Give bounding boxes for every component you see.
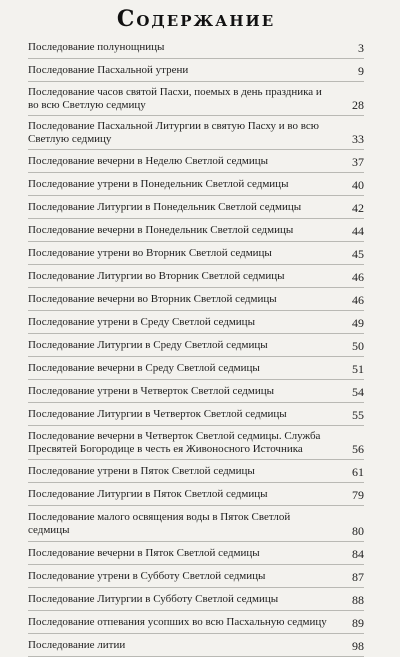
toc-entry-text: Последование Литургии в Субботу Светлой седмицы — [28, 593, 279, 605]
toc-entry — [28, 242, 364, 265]
toc-entry-page: 9 — [358, 64, 364, 78]
toc-entry — [28, 460, 364, 483]
toc-entry-page: 46 — [352, 293, 364, 307]
page-title: Содержание — [116, 6, 276, 32]
toc-entry-text: Последование полунощницы — [28, 41, 165, 53]
toc-entry — [28, 565, 364, 588]
toc-entry-text: Последование вечерни в Среду Светлой седмицы — [28, 362, 260, 374]
toc-entry-text: Последование утрени в Понедельник Светлой седмицы — [28, 178, 289, 190]
toc-entry — [28, 542, 364, 565]
toc-entry-page: 49 — [352, 316, 364, 330]
toc-entry-page: 88 — [352, 593, 364, 607]
toc-entry-text: Последование вечерни в Понедельник Светлой седмицы — [28, 224, 294, 236]
toc-entry — [28, 611, 364, 634]
toc-entry-page: 84 — [352, 547, 364, 561]
toc-entry-text: Последование Литургии в Понедельник Светлой седмицы — [28, 201, 302, 213]
toc-entry-page: 79 — [352, 488, 364, 502]
toc-entry — [28, 196, 364, 219]
toc-entry — [28, 36, 364, 59]
toc-entry-text: Последование Литургии во Вторник Светлой седмицы — [28, 270, 285, 282]
toc-entry-page: 61 — [352, 465, 364, 479]
toc-entry-text: Последование часов святой Пасхи, поемых в день праздника и во всю Светлую седмицу — [28, 86, 322, 111]
toc-entry-page: 56 — [352, 442, 364, 456]
toc-entry-text: Последование Литургии в Среду Светлой седмицы — [28, 339, 268, 351]
toc-entry-page: 45 — [352, 247, 364, 261]
toc-entry-text: Последование Пасхальной Литургии в святую Пасху и во всю Светлую седмицу — [28, 120, 319, 145]
toc-entry-text: Последование вечерни в Неделю Светлой седмицы — [28, 155, 268, 167]
toc-entry-text: Последование утрени в Субботу Светлой седмицы — [28, 570, 266, 582]
toc-entry — [28, 311, 364, 334]
toc-entry-page: 87 — [352, 570, 364, 584]
toc-entry-page: 55 — [352, 408, 364, 422]
toc-entry-page: 37 — [352, 155, 364, 169]
toc-entry-text: Последование вечерни во Вторник Светлой седмицы — [28, 293, 277, 305]
toc-entry-text: Последование отпевания усопших во всю Пасхальную седмицу — [28, 616, 327, 628]
toc-entry — [28, 219, 364, 242]
toc-entry-page: 89 — [352, 616, 364, 630]
toc-entry-page: 44 — [352, 224, 364, 238]
toc-entry — [28, 265, 364, 288]
toc-entry-text: Последование Пасхальной утрени — [28, 64, 189, 76]
toc-entry-page: 28 — [352, 98, 364, 112]
toc-entry — [28, 334, 364, 357]
toc-entry — [28, 588, 364, 611]
toc-entry — [28, 150, 364, 173]
toc-entry — [28, 380, 364, 403]
toc-entry-page: 40 — [352, 178, 364, 192]
toc-entry — [28, 59, 364, 82]
toc-entry-text: Последование литии — [28, 639, 126, 651]
toc-entry-page: 50 — [352, 339, 364, 353]
toc-entry-text: Последование вечерни в Четверток Светлой седмицы. Служба Пресвятей Богородице в честь ея Живоносного Источника — [28, 430, 321, 455]
toc-entry-page: 80 — [352, 524, 364, 538]
toc-entry-text: Последование вечерни в Пяток Светлой седмицы — [28, 547, 260, 559]
table-of-contents — [28, 36, 364, 657]
toc-entry — [28, 506, 364, 542]
toc-entry — [28, 173, 364, 196]
toc-entry-text: Последование утрени в Четверток Светлой седмицы — [28, 385, 274, 397]
toc-entry — [28, 288, 364, 311]
toc-entry-page: 3 — [358, 41, 364, 55]
toc-entry-text: Последование утрени во Вторник Светлой седмицы — [28, 247, 272, 259]
toc-entry — [28, 116, 364, 150]
toc-entry-page: 51 — [352, 362, 364, 376]
toc-entry-page: 98 — [352, 639, 364, 653]
toc-entry — [28, 82, 364, 116]
toc-entry — [28, 634, 364, 657]
toc-entry — [28, 483, 364, 506]
toc-entry — [28, 357, 364, 380]
toc-entry-text: Последование Литургии в Пяток Светлой седмицы — [28, 488, 268, 500]
toc-entry-text: Последование Литургии в Четверток Светлой седмицы — [28, 408, 287, 420]
toc-entry-text: Последование малого освящения воды в Пяток Светлой седмицы — [28, 511, 291, 536]
toc-entry-text: Последование утрени в Среду Светлой седмицы — [28, 316, 255, 328]
toc-entry-page: 46 — [352, 270, 364, 284]
toc-entry-page: 54 — [352, 385, 364, 399]
toc-entry-page: 33 — [352, 132, 364, 146]
toc-entry — [28, 403, 364, 426]
toc-entry-page: 42 — [352, 201, 364, 215]
toc-entry-text: Последование утрени в Пяток Светлой седмицы — [28, 465, 255, 477]
toc-entry — [28, 426, 364, 460]
